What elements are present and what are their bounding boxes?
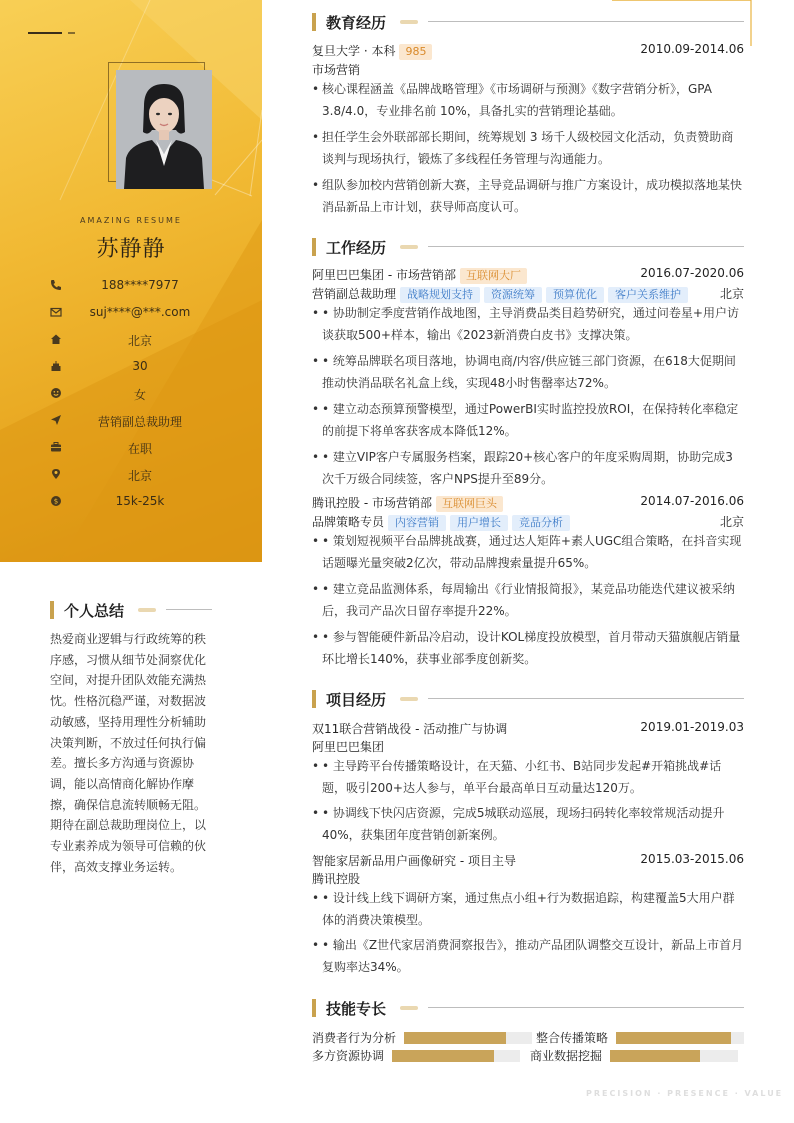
- resume-tagline: AMAZING RESUME: [80, 216, 182, 225]
- education-major-row: [312, 61, 744, 79]
- education-section-header: [312, 12, 744, 32]
- info-location: [0, 465, 262, 492]
- section-pill: [400, 1006, 418, 1010]
- project-bullet: • • 设计线上线下调研方案，通过焦点小组+行为数据追踪，构建覆盖5大用户群体的消费决策模型。: [312, 887, 744, 931]
- skill-item: [312, 1047, 520, 1061]
- job-period: 2016.07-2020.06: [640, 266, 744, 280]
- job-role: 品牌策略专员: [312, 515, 385, 529]
- project-name: 智能家居新品用户画像研究 - 项目主导: [312, 854, 516, 868]
- education-major: 市场营销: [312, 63, 361, 77]
- info-email: [0, 303, 262, 330]
- skill-level-bar: [404, 1032, 506, 1044]
- section-marker: [312, 690, 316, 708]
- job-entry: [312, 494, 744, 512]
- info-salary: [0, 492, 262, 519]
- job-city: 北京: [719, 287, 744, 301]
- project-bullet: • • 协调线下快闪店资源，完成5城联动巡展，现场扫码转化率较常规活动提升40%，获集团年度营销创新案例。: [312, 802, 744, 846]
- projects-section-header: [312, 689, 744, 709]
- skills-title: 技能专长: [326, 1000, 387, 1018]
- job-tag: 用户增长: [450, 515, 508, 531]
- education-bullet: • 担任学生会外联部部长期间，统筹规划 3 场千人级校园文化活动，负责赞助商谈判与现场执行，锻炼了多线程任务管理与沟通能力。: [312, 126, 744, 170]
- projects-title: 项目经历: [326, 691, 387, 709]
- summary-text: 热爱商业逻辑与行政统筹的秩序感，习惯从细节处洞察优化空间，对提升团队效能充满热忱。性格沉稳严谨，对数据波动敏感，坚持用理性分析辅助决策判断，不放过任何执行偏差。擅长多方沟通与资源协调，能以高情商化解协作摩擦，确保信息流转顺畅无阻。期待在副总裁助理岗位上，以专业素养成为领导可信赖的伙伴，高效支撑业务运转。: [50, 632, 207, 874]
- education-period: 2010.09-2014.06: [640, 42, 744, 56]
- info-gender: [0, 384, 262, 411]
- job-tag: 战略规划支持: [400, 287, 480, 303]
- job-tag: 客户关系维护: [608, 287, 688, 303]
- info-status: [0, 438, 262, 465]
- project-entry: [312, 720, 744, 738]
- section-marker: [312, 13, 316, 31]
- education-bullet: • 组队参加校内营销创新大赛，主导竞品调研与推广方案设计，成功模拟落地某快消品新品上市计划，获导师高度认可。: [312, 174, 744, 218]
- svg-text:$: $: [53, 497, 59, 506]
- project-period: 2015.03-2015.06: [640, 852, 744, 866]
- job-bullet: • • 参与智能硬件新品冷启动，设计KOL梯度投放模型，首月带动天猫旗舰店销量环比增长140%，获事业部季度创新奖。: [312, 626, 744, 670]
- work-title: 工作经历: [326, 239, 387, 257]
- skill-name: 多方资源协调: [312, 1049, 385, 1063]
- job-role-row: [312, 285, 744, 303]
- info-home: [0, 330, 262, 357]
- school-badge: 985: [399, 44, 432, 60]
- job-bullet: • • 策划短视频平台品牌挑战赛，通过达人矩阵+素人UGC组合策略，在抖音实现话题曝光量突破2亿次，带动品牌搜索量提升65%。: [312, 530, 744, 574]
- job-badge: 互联网大厂: [460, 268, 527, 284]
- home-value: 北京: [127, 334, 152, 348]
- brand-dot: [68, 32, 75, 34]
- info-age: [0, 357, 262, 384]
- age-value: 30: [132, 359, 148, 373]
- salary-value: 15k-25k: [115, 494, 165, 508]
- project-name: 双11联合营销战役 - 活动推广与协调: [312, 722, 508, 736]
- skill-track: [610, 1050, 738, 1062]
- info-phone: [0, 276, 262, 303]
- skill-level-bar: [616, 1032, 731, 1044]
- summary-title: 个人总结: [64, 602, 125, 620]
- job-tag: 内容营销: [388, 515, 446, 531]
- job-badge: 互联网巨头: [436, 496, 503, 512]
- brand-line: [28, 32, 62, 34]
- job-role-row: [312, 513, 744, 531]
- job-company: 阿里巴巴集团 - 市场营销部: [312, 268, 456, 282]
- job-bullet: • • 建立动态预算预警模型，通过PowerBI实时监控投放ROI，在保持转化率稳定的前提下将单客获客成本降低12%。: [312, 398, 744, 442]
- section-marker: [312, 999, 316, 1017]
- project-bullet: • • 输出《Z世代家居消费洞察报告》，推动产品团队调整交互设计，新品上市首月复购率达34%。: [312, 934, 744, 978]
- skill-track: [404, 1032, 532, 1044]
- phone-value: 188****7977: [101, 278, 179, 292]
- project-period: 2019.01-2019.03: [640, 720, 744, 734]
- section-divider: [428, 21, 744, 22]
- section-pill: [138, 608, 156, 612]
- job-bullet: • • 协助制定季度营销作战地图，主导消费品类目趋势研究，通过问卷星+用户访谈获取500+样本，输出《2023新消费白皮书》支撑决策。: [312, 302, 744, 346]
- section-divider: [428, 698, 744, 699]
- skills-section-header: [312, 998, 744, 1018]
- gender-value: 女: [133, 388, 146, 402]
- project-entry: [312, 852, 744, 870]
- location-value: 北京: [127, 469, 152, 483]
- skill-name: 商业数据挖掘: [530, 1049, 603, 1063]
- skill-track: [616, 1032, 744, 1044]
- job-period: 2014.07-2016.06: [640, 494, 744, 508]
- skill-level-bar: [392, 1050, 494, 1062]
- school-name: 复旦大学 · 本科: [312, 44, 396, 58]
- job-tag: 竞品分析: [512, 515, 570, 531]
- info-position: [0, 411, 262, 438]
- project-org-row: [312, 738, 744, 756]
- section-divider: [428, 246, 744, 247]
- skill-name: 消费者行为分析: [312, 1031, 397, 1045]
- skill-item: [530, 1047, 738, 1061]
- education-bullet: • 核心课程涵盖《品牌战略管理》《市场调研与预测》《数字营销分析》，GPA 3.8/4.0，专业排名前 10%，具备扎实的营销理论基础。: [312, 78, 744, 122]
- section-marker: [312, 238, 316, 256]
- job-bullet: • • 统筹品牌联名项目落地，协调电商/内容/供应链三部门资源，在618大促期间推动快消品联名礼盒上线，实现48小时售罄率达72%。: [312, 350, 744, 394]
- job-entry: [312, 266, 744, 284]
- section-divider: [428, 1007, 744, 1008]
- project-org: 阿里巴巴集团: [312, 740, 385, 754]
- position-value: 营销副总裁助理: [97, 415, 182, 429]
- job-tag: 资源统筹: [484, 287, 542, 303]
- job-tag: 预算优化: [546, 287, 604, 303]
- skill-level-bar: [610, 1050, 700, 1062]
- section-pill: [400, 697, 418, 701]
- job-company: 腾讯控股 - 市场营销部: [312, 496, 432, 510]
- section-divider: [166, 609, 212, 610]
- avatar-portrait: [116, 70, 212, 189]
- avatar: [116, 70, 212, 189]
- education-entry: [312, 42, 744, 60]
- project-bullet: • • 主导跨平台传播策略设计，在天猫、小红书、B站同步发起#开箱挑战#话题，吸引200+达人参与，单平台最高单日互动量达120万。: [312, 755, 744, 799]
- section-pill: [400, 20, 418, 24]
- job-bullet: • • 建立竞品监测体系，每周输出《行业情报简报》，某竞品功能迭代建议被采纳后，我司产品次日留存率提升22%。: [312, 578, 744, 622]
- email-value: suj****@***.com: [89, 305, 191, 319]
- summary-section-header: [50, 600, 212, 620]
- section-marker: [50, 601, 54, 619]
- project-org-row: [312, 870, 744, 888]
- candidate-name: 苏静静: [96, 237, 166, 262]
- job-city: 北京: [719, 515, 744, 529]
- education-title: 教育经历: [326, 14, 387, 32]
- project-org: 腾讯控股: [312, 872, 361, 886]
- job-role: 营销副总裁助理: [312, 287, 397, 301]
- work-section-header: [312, 237, 744, 257]
- skill-item: [312, 1029, 532, 1043]
- skill-item: [536, 1029, 744, 1043]
- footer-slogan: PRECISION · PRESENCE · VALUE: [586, 1089, 784, 1098]
- section-pill: [400, 245, 418, 249]
- job-bullet: • • 建立VIP客户专属服务档案，跟踪20+核心客户的年度采购周期，协助完成3次千万级合同续签，客户NPS提升至89分。: [312, 446, 744, 490]
- contact-info-list: [0, 276, 262, 519]
- skill-name: 整合传播策略: [536, 1031, 609, 1045]
- status-value: 在职: [127, 442, 152, 456]
- skill-track: [392, 1050, 520, 1062]
